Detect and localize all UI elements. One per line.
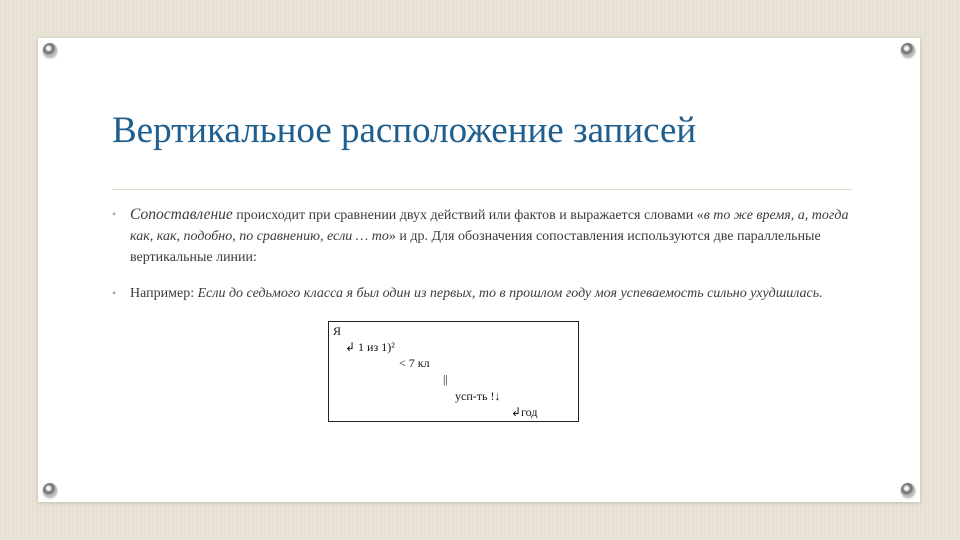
term-label: Сопоставление	[130, 206, 233, 223]
bullet-text-end: » и др. Для обозначения сопоставления используются две параллельные вертикальные линии:	[130, 229, 821, 265]
scheme-line-1: Я	[333, 324, 342, 338]
bullet-example	[112, 283, 860, 304]
bullet-text: происходит при сравнении двух действий или фактов и выражается словами «	[232, 208, 704, 223]
bullet-italic-words: в то же время, а, тогда как, как, подобно, по сравнению, если … то	[130, 208, 849, 244]
scheme-box	[328, 321, 579, 422]
slide-card	[38, 38, 920, 502]
pin-icon	[43, 483, 57, 497]
scheme-line-2: ↲ 1 из 1)²	[345, 340, 395, 354]
scheme-line-4: ||	[443, 372, 448, 386]
example-label: Например:	[130, 286, 198, 301]
slide-title: Вертикальное расположение записей	[112, 110, 697, 151]
scheme-line-5: усп-ть !↓	[455, 389, 501, 403]
scheme-line-3: < 7 кл	[399, 356, 430, 370]
bullet-icon: •	[112, 207, 117, 221]
scheme-line-6: ↲год	[511, 405, 538, 419]
pin-icon	[43, 43, 57, 57]
pin-icon	[901, 43, 915, 57]
example-sentence: Если до седьмого класса я был один из первых, то в прошлом году моя успеваемость сильно ухудшилась.	[197, 286, 823, 301]
pin-icon	[901, 483, 915, 497]
bullet-icon: •	[112, 286, 117, 300]
title-divider	[112, 189, 852, 190]
bullet-comparison	[112, 204, 860, 268]
